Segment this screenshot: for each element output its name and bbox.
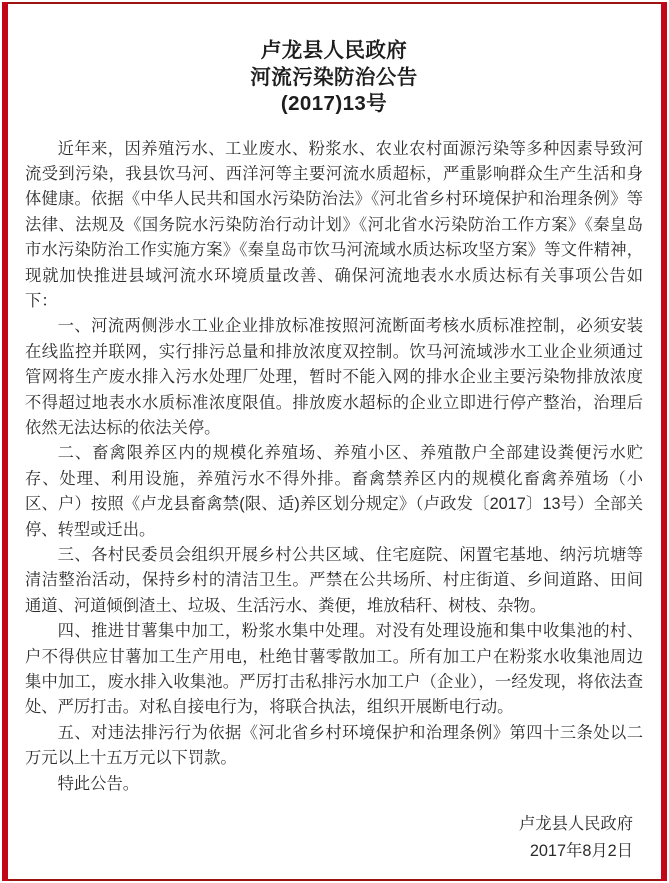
paragraph-preamble: 近年来，因养殖污水、工业废水、粉浆水、农业农村面源污染等多种因素导致河流受到污染，我县饮马河、西洋河等主要河流水质超标，严重影响群众生产生活和身体健康。依据《中华人民共和国水污染防治法》《河北省乡村环境保护和治理条例》等法律、法规及《国务院水污染防治行动计划》《河北省水污染防治工作方案》《秦皇岛市水污染防治工作实施方案》《秦皇岛市饮马河流域水质达标攻坚方案》等文件精神，现就加快推进县域河流水环境质量改善、确保河流地表水水质达标有关事项公告如下： — [25, 139, 643, 310]
signature-issuer: 卢龙县人民政府 — [519, 815, 633, 833]
body-text — [25, 137, 643, 798]
paragraph-article-4: 四、推进甘薯集中加工，粉浆水集中处理。对没有处理设施和集中收集池的村、户不得供应甘薯加工生产用电，杜绝甘薯零散加工。所有加工户在粉浆水收集池周边集中加工，废水排入收集池。严厉打击私排污水加工户（企业），一经发现，将依法查处、严厉打击。对私自接电行为，将联合执法，组织开展断电行动。 — [25, 622, 643, 717]
signature-date: 2017年8月2日 — [529, 842, 633, 860]
signature-block — [519, 811, 639, 865]
title-line-subject: 河流污染防治公告 — [250, 65, 418, 89]
title-line-issuer: 卢龙县人民政府 — [260, 39, 408, 62]
paragraph-closing: 特此公告。 — [57, 774, 140, 793]
title-line-document-number: (2017)13号 — [280, 92, 388, 115]
paragraph-article-1: 一、河流两侧涉水工业企业排放标准按照河流断面考核水质标准控制，必须安装在线监控并联网，实行排污总量和排放浓度双控制。饮马河流域涉水工业企业须通过管网将生产废水排入污水处理厂处理，暂时不能入网的排水企业主要污染物排放浓度不得超过地表水水质标准浓度限值。排放废水超标的企业立即进行停产整治，治理后依然无法达标的依法关停。 — [25, 317, 643, 437]
paragraph-article-5: 五、对违法排污行为依据《河北省乡村环境保护和治理条例》第四十三条处以二万元以上十五万元以下罚款。 — [25, 723, 643, 768]
page-title — [25, 38, 643, 118]
paragraph-article-3: 三、各村民委员会组织开展乡村公共区域、住宅庭院、闲置宅基地、纳污坑塘等清洁整治活动，保持乡村的清洁卫生。严禁在公共场所、村庄街道、乡间道路、田间通道、河道倾倒渣土、垃圾、生活污水、粪便，堆放秸秆、树枝、杂物。 — [25, 546, 643, 615]
paragraph-article-2: 二、畜禽限养区内的规模化养殖场、养殖小区、养殖散户全部建设粪便污水贮存、处理、利用设施，养殖污水不得外排。畜禽禁养区内的规模化畜禽养殖场（小区、户）按照《卢龙县畜禽禁(限、适)养区划分规定》（卢政发〔2017〕13号）全部关停、转型或迁出。 — [25, 444, 643, 539]
